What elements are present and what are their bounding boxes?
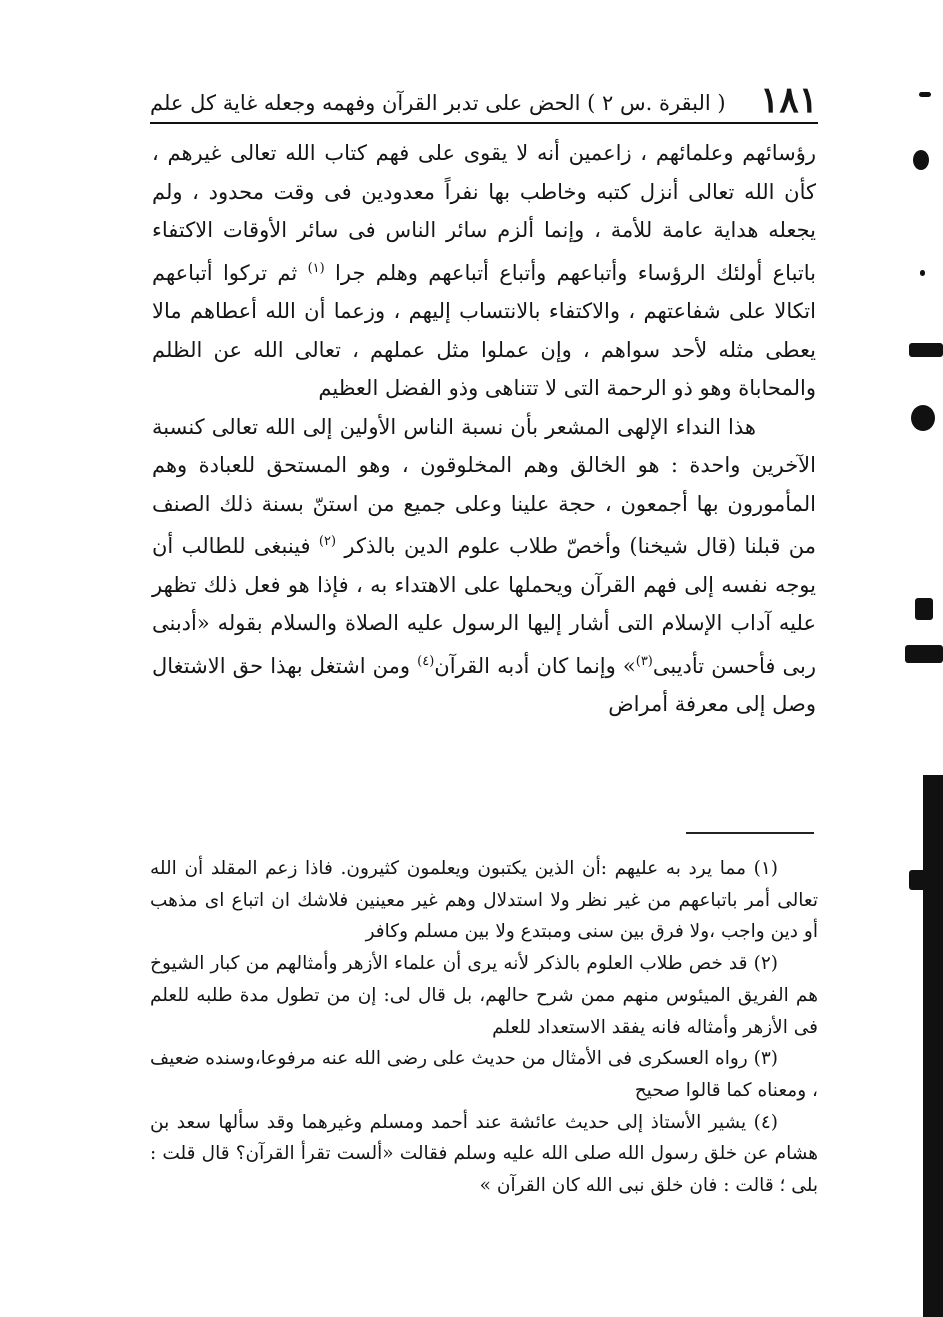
footnote-ref: (١) <box>307 260 325 276</box>
paragraph-text: هذا النداء الإلهى المشعر بأن نسبة الناس الأولين إلى الله تعالى كنسبة الآخرين واحدة : هو الخالق وهم المخلوقون ، وهو المستحق للعبادة وهم المأمورون بها أجمعون ، حجة علينا وعلى جميع من استنّ بسنة ذلك الصنف من قبلنا (قال شيخنا) وأخصّ طلاب علوم الدين بالذكر <box>152 414 816 558</box>
footnote: (٣) رواه العسكرى فى الأمثال من حديث على رضى الله عنه مرفوعا،وسنده ضعيف ، ومعناه كما قالوا صحيح <box>150 1048 818 1101</box>
footnote: (٤) يشير الأستاذ إلى حديث عائشة عند أحمد ومسلم وغيرهما وقد سألها سعد بن هشام عن خلق رسول الله صلى الله عليه وسلم فقالت «ألست تقرأ القرآن؟ قال قلت : بلى ؛ قالت : فان خلق نبى الله كان القرآن » <box>150 1111 818 1197</box>
paragraph-text: رؤسائهم وعلمائهم ، زاعمين أنه لا يقوى على فهم كتاب الله تعالى غيرهم ، كأن الله تعالى أنزل كتبه وخاطب بها نفراً معدودين فى وقت محدود ، ولم يجعله هداية عامة للأمة ، وإنما ألزم سائر الناس فى سائر الأوقات الاكتفاء باتباع أولئك الرؤساء وأتباعهم وأتباع أتباعهم وهلم جرا <box>152 141 816 285</box>
footnote-divider <box>686 832 814 834</box>
paragraph <box>152 408 816 724</box>
paragraph <box>152 134 816 408</box>
footnote-ref: (٤) <box>417 653 435 669</box>
footnote: (١) مما يرد به عليهم :أن الذين يكتبون ويعلمون كثيرون. فاذا زعم المقلد أن الله تعالى أمر باتباعهم من غير نظر ولا استدلال وهم غير معينين فلاشك ان اتباع اى مذهب أو دين واجب ،ولا فرق بين سنى ومبتدع ولا بين مسلم وكافر <box>150 858 818 943</box>
running-title: ( البقرة .س ٢ ) الحض على تدبر القرآن وفهمه وجعله غاية كل علم <box>150 91 726 115</box>
page-header <box>150 72 818 124</box>
paragraph-text: فينبغى للطالب أن يوجه نفسه إلى فهم القرآن ويحملها على الاهتداء به ، فإذا هو فعل ذلك تظهر عليه آداب الإسلام التى أشار إليها الرسول عليه الصلاة والسلام بقوله «أدبنى ربى فأحسن تأديبى <box>152 534 816 678</box>
footnote: (٢) قد خص طلاب العلوم بالذكر لأنه يرى أن علماء الأزهر وأمثالهم من كبار الشيوخ هم الفريق الميئوس منهم ممن شرح حالهم، بل قال لى: إن من تطول مدة طلبه للعلم فى الأزهر وأمثاله فانه يفقد الاستعداد للعلم <box>150 953 818 1038</box>
scan-edge-artifacts <box>903 0 943 1317</box>
paragraph-text: ثم تركوا أتباعهم اتكالا على شفاعتهم ، والاكتفاء بالانتساب إليهم ، وزعما أن الله أعطاهم مالا يعطى مثله لأحد سواهم ، وإن عملوا مثل عملهم ، تعالى الله عن الظلم والمحاباة وهو ذو الرحمة التى لا تتناهى وذو الفضل العظيم <box>152 260 816 400</box>
paragraph-text: » وإنما كان أدبه القرآن <box>434 653 636 678</box>
main-text <box>152 134 816 724</box>
footnote-ref: (٣) <box>635 653 653 669</box>
page-number: ١٨١ <box>759 79 818 121</box>
footnotes <box>150 853 818 1202</box>
footnote-ref: (٢) <box>318 534 337 549</box>
paragraph-text: ومن اشتغل بهذا حق الاشتغال وصل إلى معرفة أمراض <box>152 653 816 716</box>
